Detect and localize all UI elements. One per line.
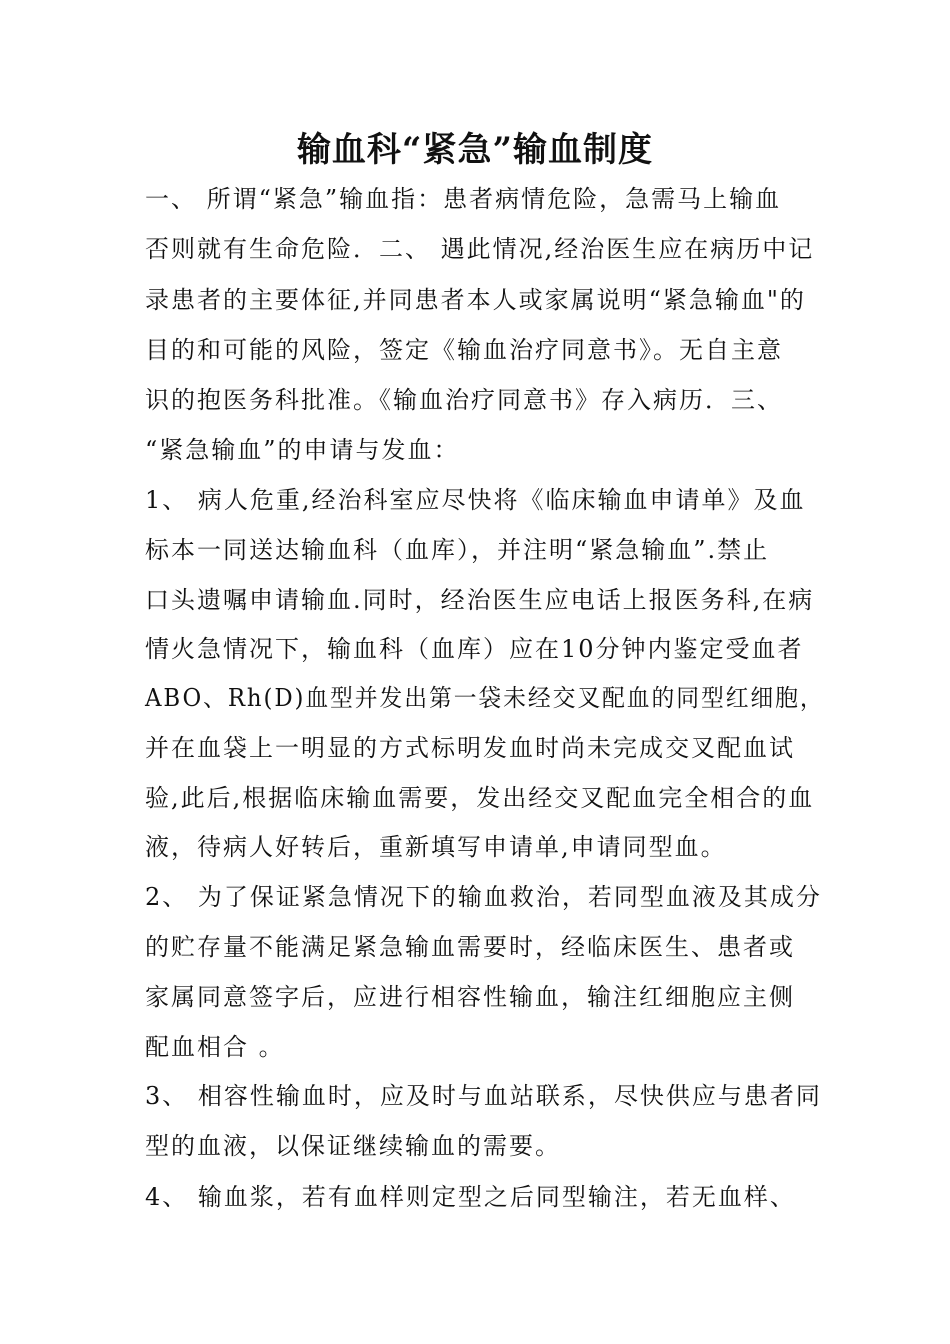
text-line: 型的血液，以保证继续输血的需要。 bbox=[145, 1132, 561, 1160]
text-line: 口头遗嘱申请输血.同时，经治医生应电话上报医务科,在病 bbox=[145, 586, 815, 614]
text-line: 情火急情况下，输血科（血库）应在10分钟内鉴定受血者 bbox=[145, 635, 804, 663]
text-line: 一、 所谓“紧急”输血指：患者病情危险，急需马上输血 bbox=[145, 185, 782, 213]
text-line: 并在血袋上一明显的方式标明发血时尚未完成交叉配血试 bbox=[145, 734, 795, 762]
text-line: 标本一同送达输血科（血库），并注明“紧急输血”.禁止 bbox=[145, 536, 770, 564]
text-line: 家属同意签字后，应进行相容性输血，输注红细胞应主侧 bbox=[145, 983, 795, 1011]
text-line: 3、 相容性输血时，应及时与血站联系，尽快供应与患者同 bbox=[145, 1082, 822, 1110]
text-line: 液，待病人好转后，重新填写申请单,申请同型血。 bbox=[145, 833, 727, 861]
text-line: ABO、Rh(D)血型并发出第一袋未经交叉配血的同型红细胞， bbox=[145, 684, 825, 712]
text-line: 目的和可能的风险，签定《输血治疗同意书》。无自主意 bbox=[145, 336, 783, 364]
document-title: 输血科“紧急”输血制度 bbox=[296, 130, 654, 170]
text-line: 的贮存量不能满足紧急输血需要时，经临床医生、患者或 bbox=[145, 933, 795, 961]
text-line: 否则就有生命危险．二、 遇此情况,经治医生应在病历中记 bbox=[145, 235, 815, 263]
text-line: 验,此后,根据临床输血需要，发出经交叉配血完全相合的血 bbox=[145, 784, 815, 812]
text-line: 4、 输血浆，若有血样则定型之后同型输注，若无血样、 bbox=[145, 1183, 796, 1211]
text-line: 录患者的主要体征,并同患者本人或家属说明“紧急输血"的 bbox=[145, 286, 806, 314]
text-line: “紧急输血”的申请与发血： bbox=[145, 436, 460, 464]
text-line: 配血相合 。 bbox=[145, 1033, 285, 1061]
text-line: 1、 病人危重,经治科室应尽快将《临床输血申请单》及血 bbox=[145, 486, 806, 514]
text-line: 2、 为了保证紧急情况下的输血救治，若同型血液及其成分 bbox=[145, 883, 822, 911]
text-line: 识的抱医务科批准。《输血治疗同意书》存入病历．三、 bbox=[145, 386, 783, 414]
